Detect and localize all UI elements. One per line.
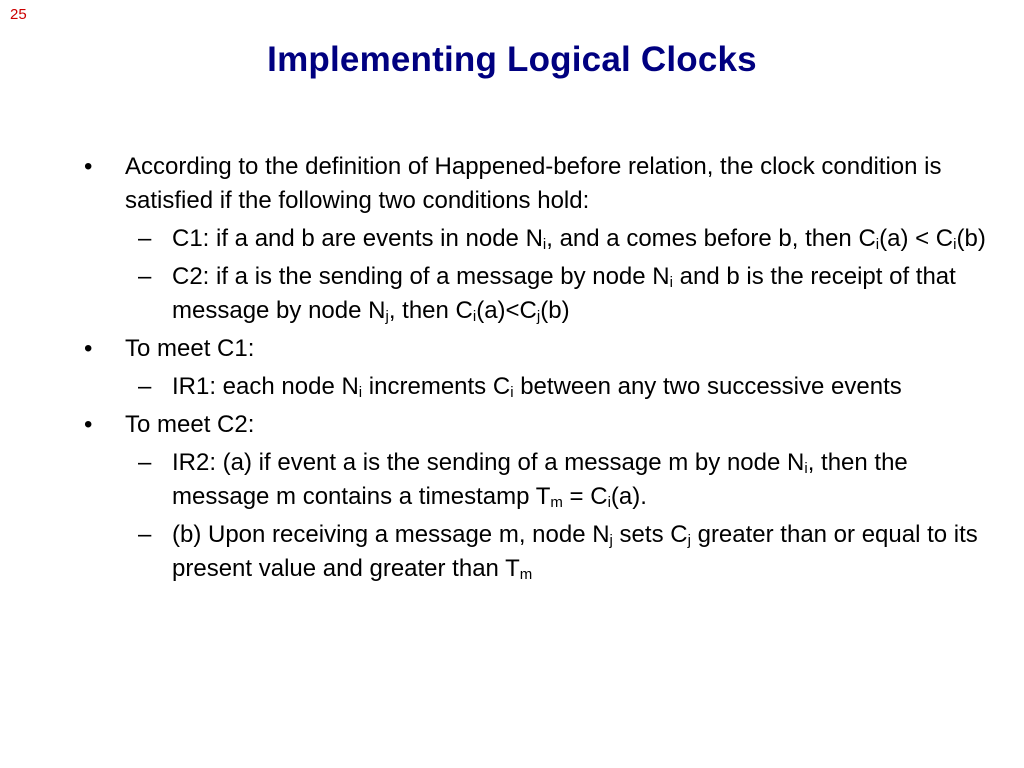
sub-bullet-c2 (80, 260, 995, 328)
dash-marker: – (138, 521, 152, 548)
bullet-clock-condition (80, 150, 995, 218)
bullet-marker: • (84, 335, 93, 362)
sub-bullet-text: IR1: each node $N_i$ increments $C_i$ between any two successive events (172, 373, 902, 401)
sub-bullet-text: (b) Upon receiving a message m, node $N_j$ sets $C_j$ greater than or equal to its present value and greater than $T_m$ (172, 521, 978, 583)
dash-marker: – (138, 225, 152, 252)
sub-bullet-ir2b (80, 518, 995, 586)
dash-marker: – (138, 263, 152, 290)
bullet-marker: • (84, 153, 93, 180)
bullet-text: To meet C2: (125, 411, 255, 438)
bullet-text: According to the definition of Happened-before relation, the clock condition is satisfied if the following two conditions hold: (125, 153, 942, 214)
bullet-meet-c2 (80, 408, 995, 442)
slide-number: 25 (10, 6, 27, 23)
bullet-marker: • (84, 411, 93, 438)
dash-marker: – (138, 449, 152, 476)
sub-bullet-ir2a (80, 446, 995, 514)
bullet-text: To meet C1: (125, 335, 255, 362)
sub-bullet-c1 (80, 222, 995, 256)
dash-marker: – (138, 373, 152, 400)
slide-content (80, 150, 995, 590)
sub-bullet-text: IR2: (a) if event a is the sending of a message m by node $N_i$, then the message m contains a timestamp $T_m = C_i(a)$. (172, 449, 908, 511)
slide-title: Implementing Logical Clocks (267, 40, 757, 79)
sub-bullet-text: C2: if a is the sending of a message by node $N_i$ and b is the receipt of that message by node $N_j$, then $C_i(a)<C_j(b)$ (172, 263, 956, 325)
sub-bullet-text: C1: if a and b are events in node $N_i$, and a comes before b, then $C_i(a) < C_i(b)$ (172, 225, 986, 253)
sub-bullet-ir1 (80, 370, 995, 404)
bullet-meet-c1 (80, 332, 995, 366)
